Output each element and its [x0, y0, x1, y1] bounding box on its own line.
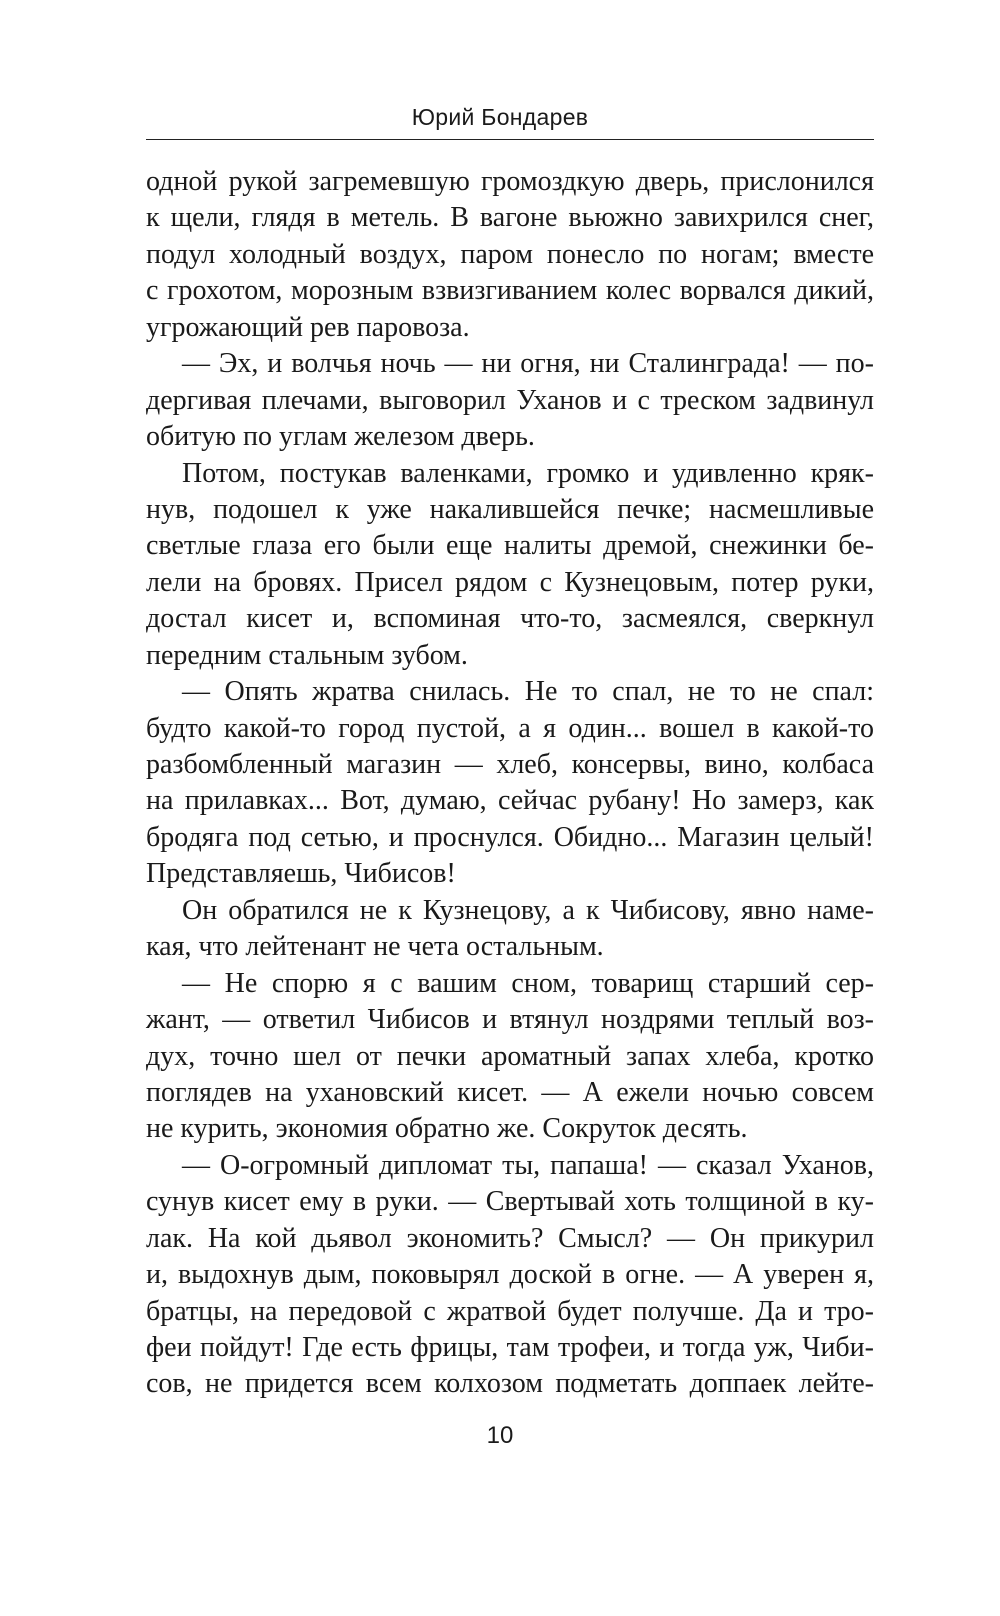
text-line: светлые глаза его были еще налиты дремой, снежинки бе-: [146, 530, 874, 562]
text-line: обитую по углам железом дверь.: [146, 421, 535, 453]
text-line: разбомбленный магазин — хлеб, консервы, вино, колбаса: [146, 749, 874, 780]
running-title: Юрий Бондарев: [411, 104, 589, 130]
text-line: угрожающий рев паровоза.: [146, 311, 470, 343]
page-body: [146, 164, 874, 1403]
text-line: сунув кисет ему в руки. — Свертывай хоть толщиной в ку-: [146, 1186, 874, 1218]
text-line: лели на бровях. Присел рядом с Кузнецовым, потер руки,: [146, 566, 874, 598]
text-line: сов, не придется всем колхозом подметать доппаек лейте-: [146, 1368, 874, 1400]
text-line: будто какой-то город пустой, а я один... вошел в какой-то: [146, 712, 874, 744]
text-line: кая, что лейтенант не чета остальным.: [146, 931, 604, 963]
text-line: феи пойдут! Где есть фрицы, там трофеи, и тогда уж, Чиби-: [146, 1332, 874, 1363]
text-line: Он обратился не к Кузнецову, а к Чибисову, явно наме-: [182, 894, 874, 926]
text-line: Представляешь, Чибисов!: [146, 858, 456, 890]
text-line: поглядев на ухановский кисет. — А ежели ночью совсем: [146, 1076, 874, 1108]
text-line: с грохотом, морозным взвизгиванием колес ворвался дикий,: [146, 275, 874, 307]
text-line: Потом, постукав валенками, громко и удивленно кряк-: [182, 457, 874, 489]
text-line: передним стальным зубом.: [146, 639, 468, 671]
text-line: достал кисет и, вспоминая что-то, засмеялся, сверкнул: [146, 603, 874, 635]
text-line: братцы, на передовой с жратвой будет получше. Да и тро-: [146, 1295, 874, 1327]
text-line: лак. На кой дьявол экономить? Смысл? — Он прикурил: [146, 1222, 874, 1254]
text-line: дергивая плечами, выговорил Уханов и с треском задвинул: [146, 384, 874, 416]
text-line: — Эх, и волчья ночь — ни огня, ни Сталинграда! — по-: [182, 348, 874, 380]
text-line: нув, подошел к уже накалившейся печке; насмешливые: [146, 493, 874, 525]
text-line: бродяга под сетью, и проснулся. Обидно... Магазин целый!: [146, 821, 874, 853]
text-line: одной рукой загремевшую громоздкую дверь, прислонился: [146, 166, 874, 197]
text-line: — О-огромный дипломат ты, папаша! — сказал Уханов,: [182, 1149, 874, 1181]
text-line: к щели, глядя в метель. В вагоне вьюжно завихрился снег,: [146, 202, 874, 234]
text-line: жант, — ответил Чибисов и втянул ноздрями теплый воз-: [146, 1004, 874, 1036]
text-line: на прилавках... Вот, думаю, сейчас рубану! Но замерз, как: [146, 785, 874, 817]
text-line: не курить, экономия обратно же. Сокруток десять.: [146, 1113, 748, 1145]
text-line: — Опять жратва снилась. Не то спал, не то не спал:: [182, 676, 874, 708]
header-rule: [146, 139, 874, 140]
text-line: — Не спорю я с вашим сном, товарищ старший сер-: [182, 967, 874, 999]
page-number: 10: [486, 1422, 514, 1449]
text-line: и, выдохнув дым, поковырял доской в огне. — А уверен я,: [146, 1259, 874, 1291]
text-line: подул холодный воздух, паром понесло по ногам; вместе: [146, 238, 874, 270]
text-line: дух, точно шел от печки ароматный запах хлеба, кротко: [146, 1040, 874, 1072]
